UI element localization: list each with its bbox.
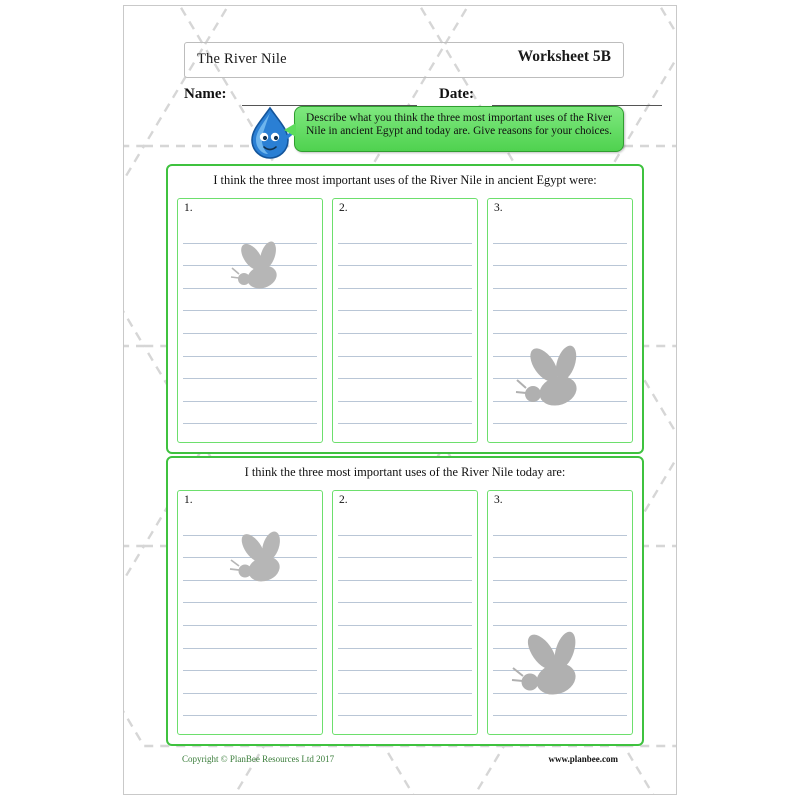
instruction-text: Describe what you think the three most important uses of the River Nile in ancient Egypt and today are. Give reasons for your choices. bbox=[306, 112, 612, 138]
answer-column-2[interactable] bbox=[332, 198, 478, 443]
answer-columns bbox=[177, 490, 633, 735]
section-prompt: I think the three most important uses of the River Nile in ancient Egypt were: bbox=[213, 173, 597, 187]
bee-decoration-icon bbox=[226, 531, 296, 589]
bee-decoration-icon bbox=[506, 631, 596, 705]
website-text: www.planbee.com bbox=[548, 754, 618, 764]
copyright-text: Copyright © PlanBee Resources Ltd 2017 bbox=[182, 754, 335, 764]
answer-number: 2. bbox=[339, 202, 348, 214]
answer-number: 2. bbox=[339, 494, 348, 506]
answer-number: 3. bbox=[494, 494, 503, 506]
section-prompt: I think the three most important uses of the River Nile today are: bbox=[244, 465, 566, 479]
answer-columns bbox=[177, 198, 633, 443]
worksheet-header bbox=[184, 42, 624, 78]
worksheet-page bbox=[123, 5, 677, 795]
writing-lines bbox=[333, 221, 477, 436]
instruction-speech-bubble bbox=[294, 106, 624, 152]
answer-column-3[interactable] bbox=[487, 490, 633, 735]
answer-column-1[interactable] bbox=[177, 198, 323, 443]
bee-decoration-icon bbox=[226, 241, 292, 295]
answer-number: 3. bbox=[494, 202, 503, 214]
answer-section-ancient-egypt bbox=[166, 164, 644, 454]
name-label: Name: bbox=[184, 86, 227, 102]
bee-decoration-icon bbox=[510, 345, 596, 415]
answer-number: 1. bbox=[184, 494, 193, 506]
worksheet-number: Worksheet 5B bbox=[517, 48, 611, 65]
page-title: The River Nile bbox=[197, 51, 287, 67]
date-label: Date: bbox=[439, 86, 474, 102]
answer-column-1[interactable] bbox=[177, 490, 323, 735]
answer-section-today bbox=[166, 456, 644, 746]
answer-column-3[interactable] bbox=[487, 198, 633, 443]
answer-number: 1. bbox=[184, 202, 193, 214]
writing-lines bbox=[333, 513, 477, 728]
speech-bubble-tail bbox=[284, 123, 296, 137]
answer-column-2[interactable] bbox=[332, 490, 478, 735]
